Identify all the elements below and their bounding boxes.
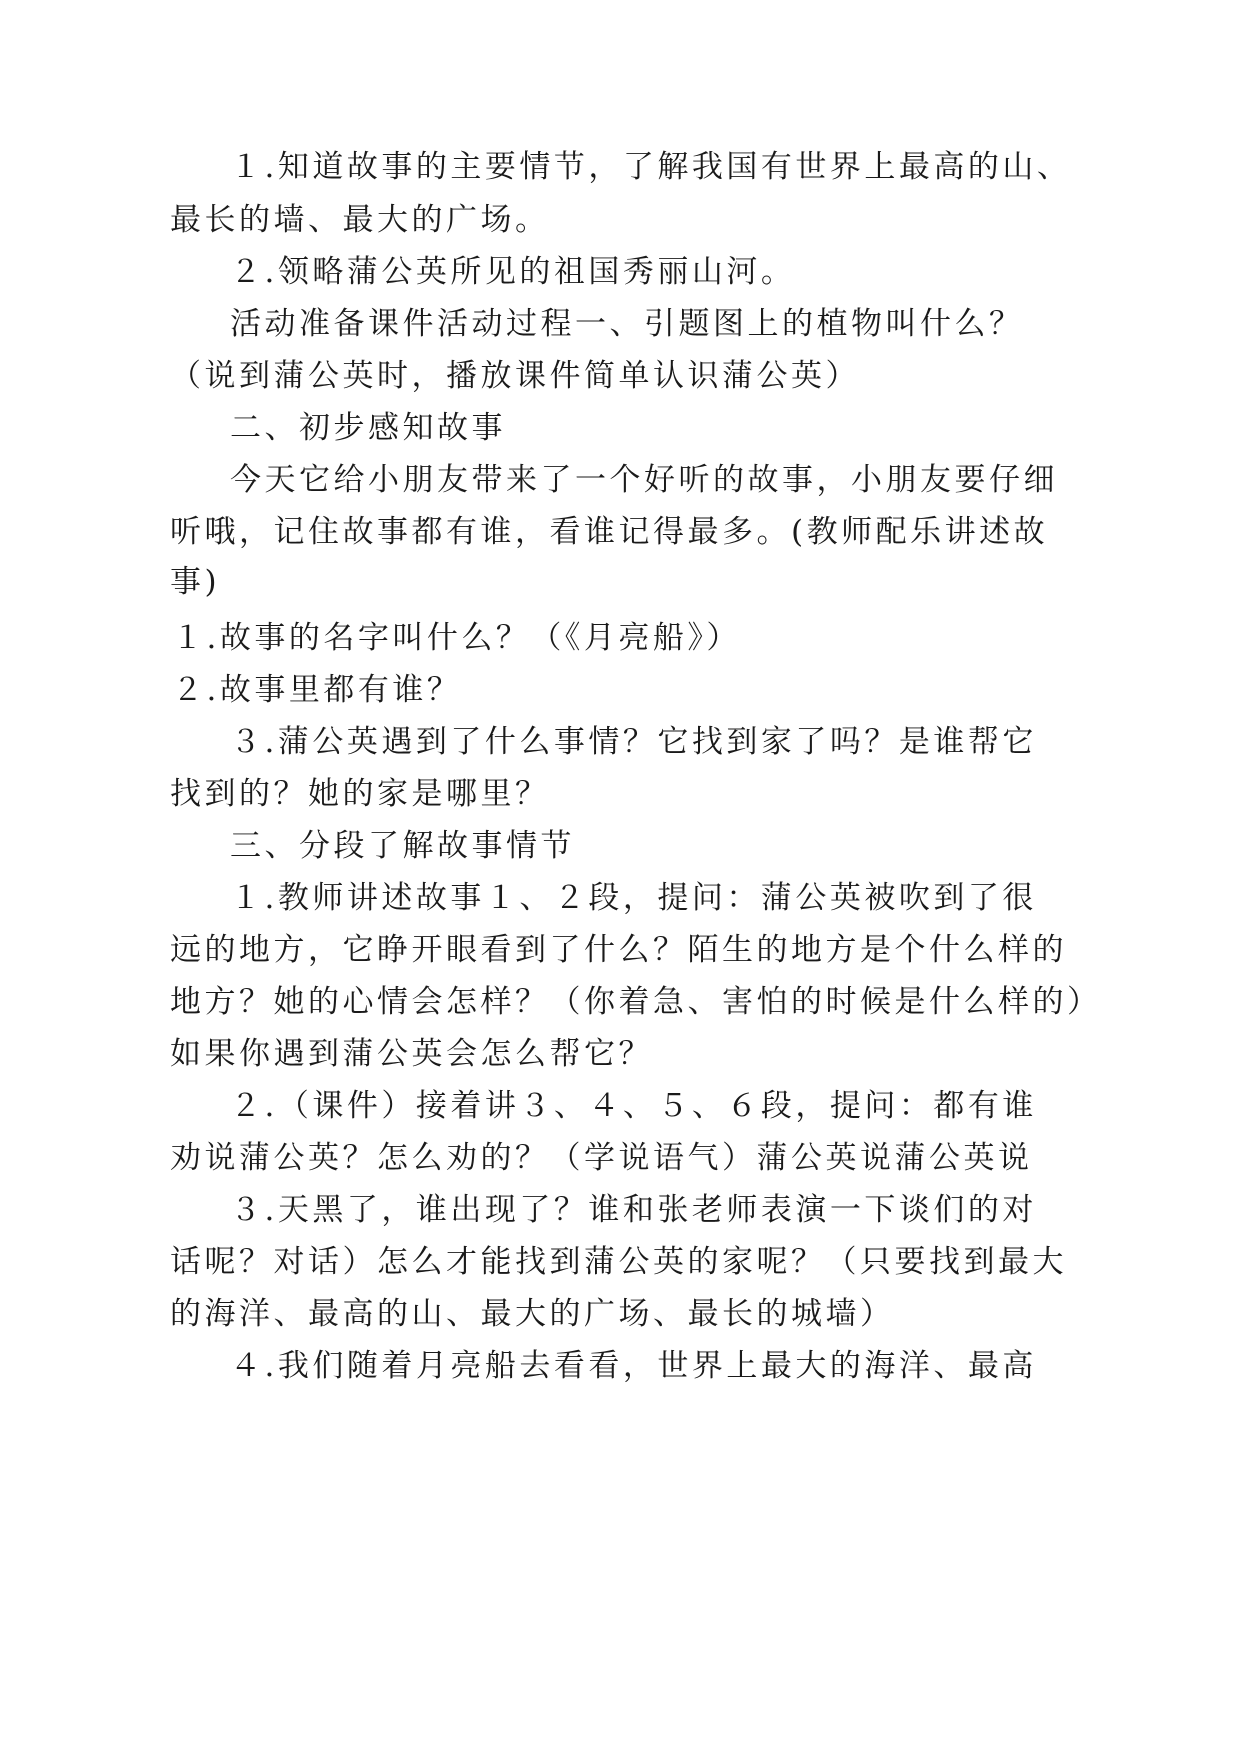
text-line: ３.蒲公英遇到了什么事情？它找到家了吗？是谁帮它: [230, 724, 1037, 760]
text-line: 今天它给小朋友带来了一个好听的故事，小朋友要仔细: [230, 462, 1058, 498]
text-line: 如果你遇到蒲公英会怎么帮它？: [170, 1036, 653, 1072]
text-line: 听哦，记住故事都有谁，看谁记得最多。(教师配乐讲述故: [170, 514, 1049, 550]
text-line: 地方？她的心情会怎样？（你着急、害怕的时候是什么样的）: [170, 984, 1102, 1020]
text-line: ２.故事里都有谁？: [172, 672, 462, 708]
section-heading: 三、分段了解故事情节: [230, 828, 575, 864]
text-line: 事): [170, 564, 221, 600]
text-line: 远的地方，它睁开眼看到了什么？陌生的地方是个什么样的: [170, 932, 1067, 968]
text-line: ４.我们随着月亮船去看看，世界上最大的海洋、最高: [230, 1348, 1037, 1384]
section-heading: 二、初步感知故事: [230, 410, 506, 446]
text-line: 的海洋、最高的山、最大的广场、最长的城墙）: [170, 1296, 895, 1332]
text-line: ２.领略蒲公英所见的祖国秀丽山河。: [230, 254, 796, 290]
text-line: 找到的？她的家是哪里？: [170, 776, 550, 812]
text-line: 最长的墙、最大的广场。: [170, 202, 550, 238]
text-line: １.教师讲述故事１、２段，提问：蒲公英被吹到了很: [230, 880, 1037, 916]
text-line: 活动准备课件活动过程一、引题图上的植物叫什么？: [230, 306, 1024, 342]
text-line: ２.（课件）接着讲３、４、５、６段，提问：都有谁: [230, 1088, 1037, 1124]
text-line: 话呢？对话）怎么才能找到蒲公英的家呢？（只要找到最大: [170, 1244, 1067, 1280]
text-line: １.故事的名字叫什么？（《月亮船》）: [172, 620, 741, 656]
text-line: ３.天黑了，谁出现了？谁和张老师表演一下谈们的对: [230, 1192, 1037, 1228]
text-line: （说到蒲公英时，播放课件简单认识蒲公英）: [170, 358, 860, 394]
text-line: 劝说蒲公英？怎么劝的？（学说语气）蒲公英说蒲公英说: [170, 1140, 1033, 1176]
text-line: １.知道故事的主要情节，了解我国有世界上最高的山、: [230, 149, 1072, 185]
